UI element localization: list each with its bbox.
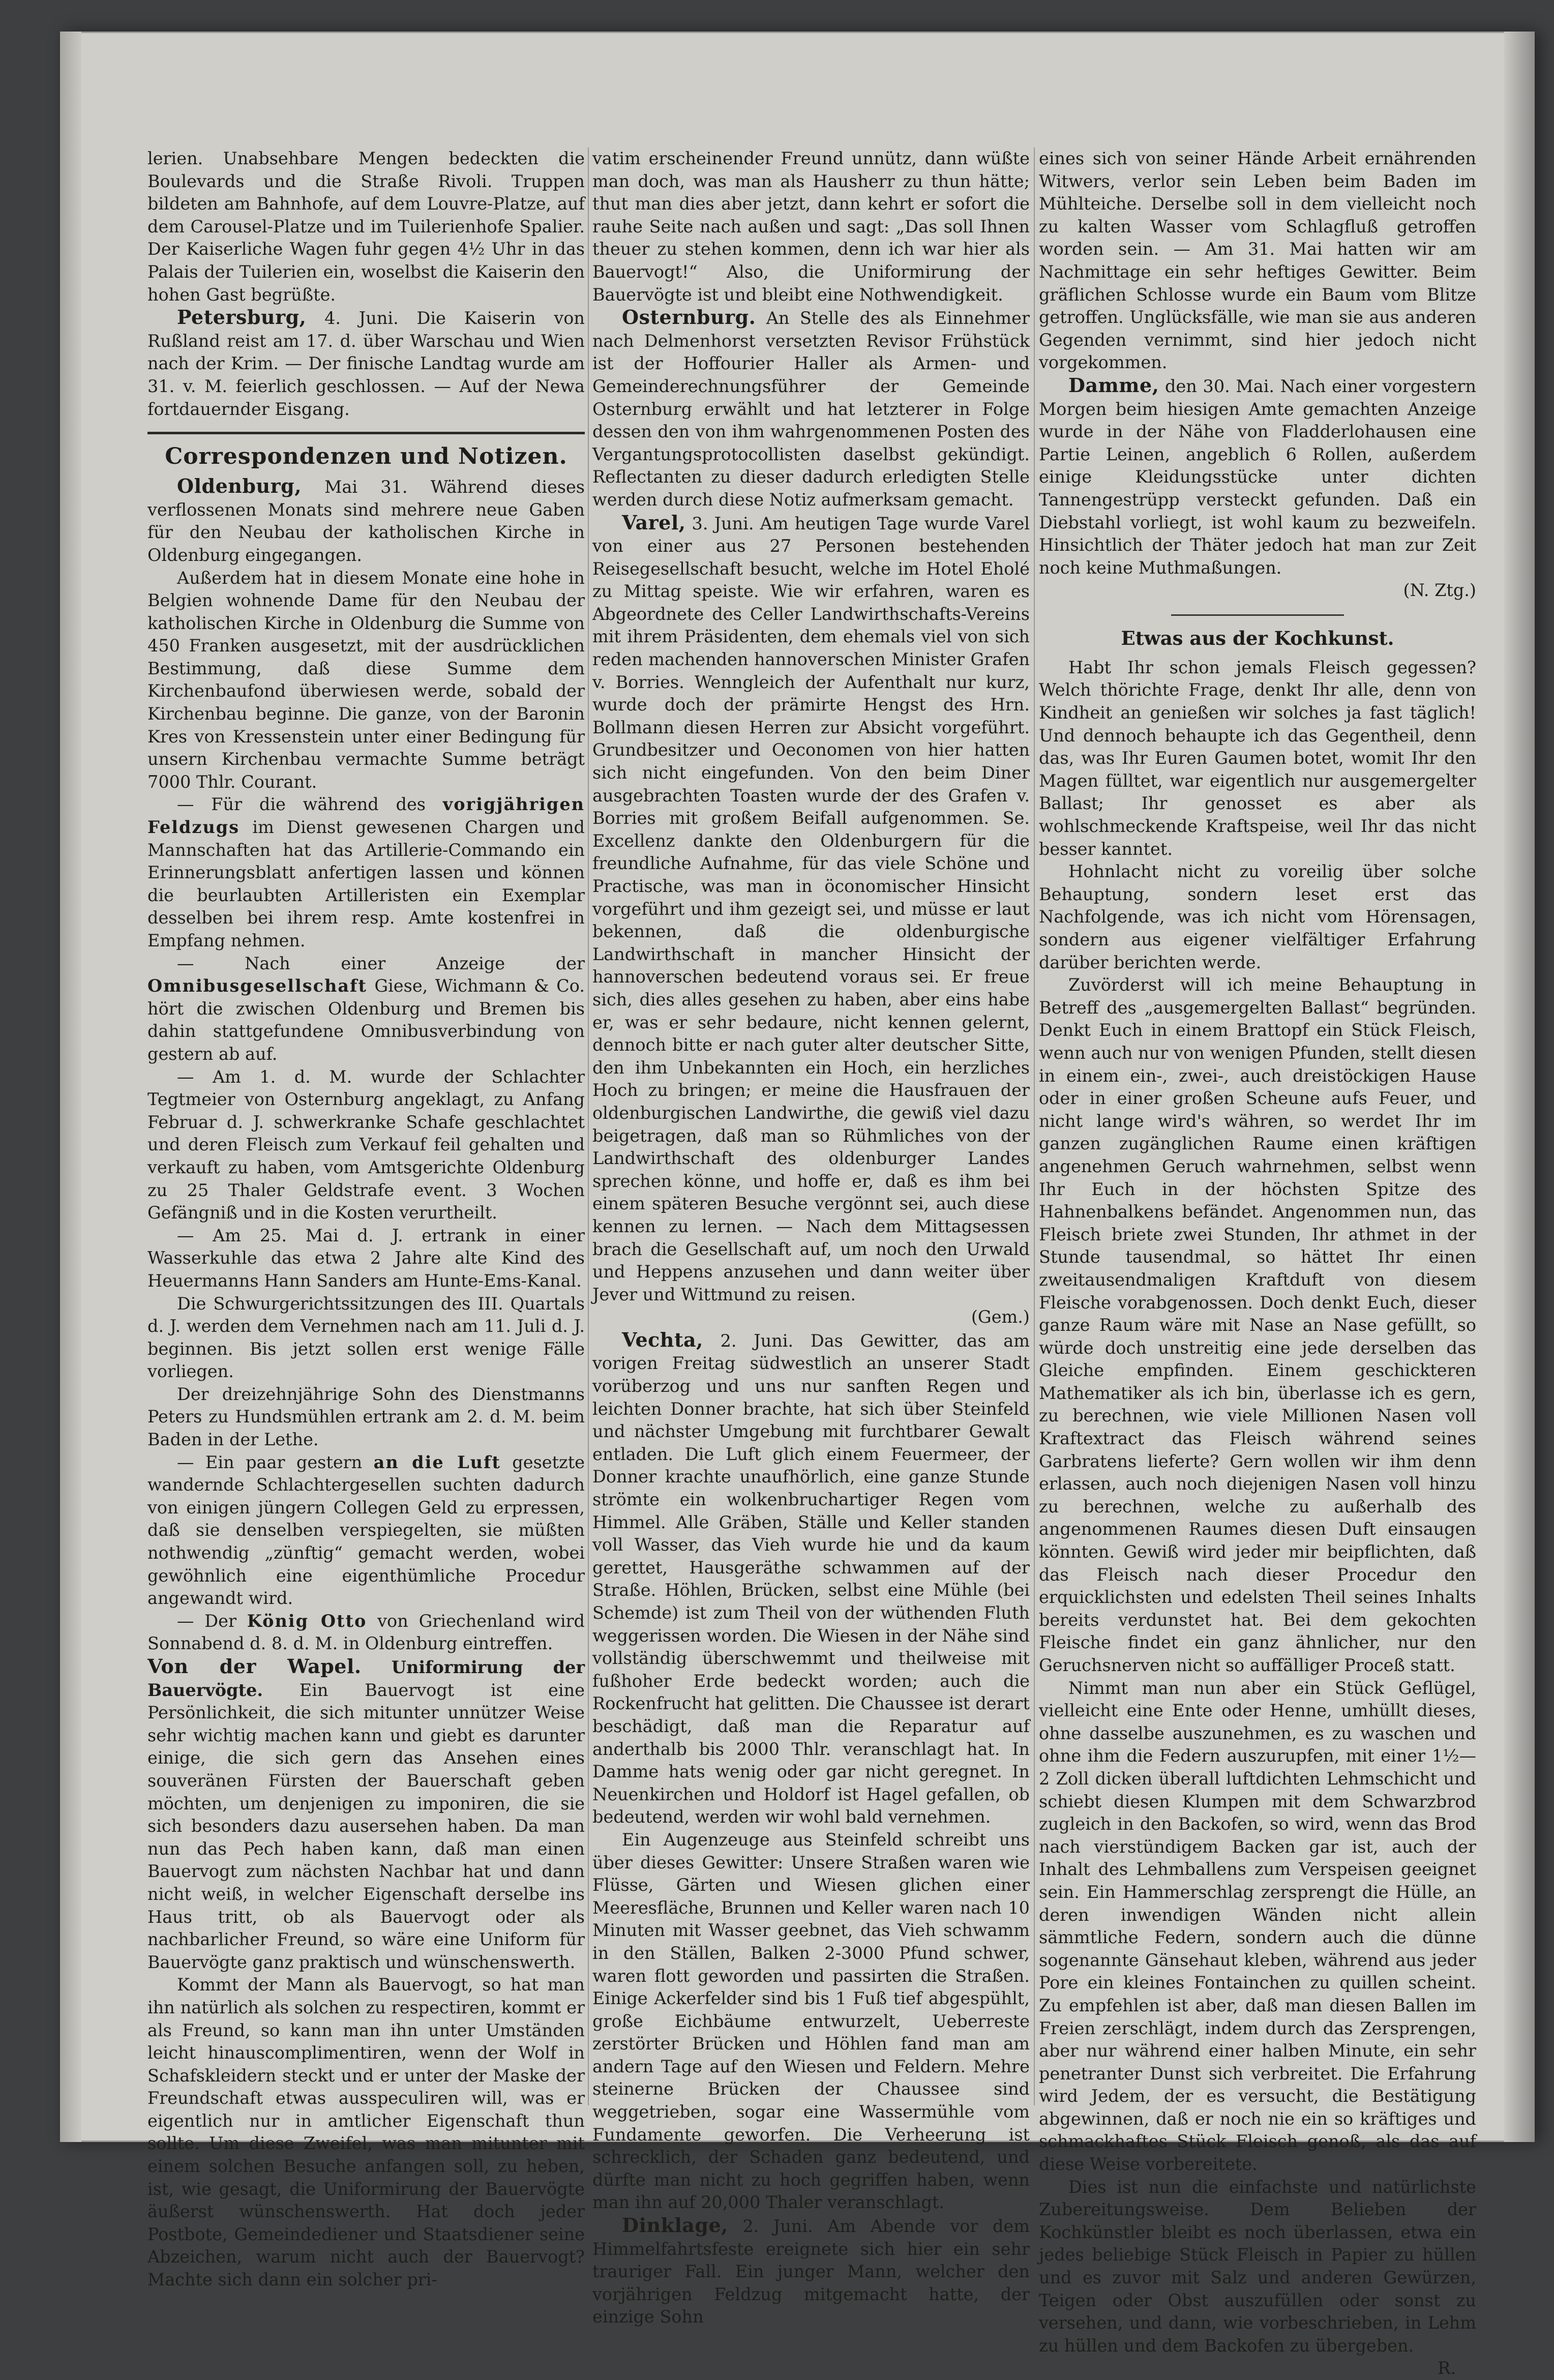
newspaper-page: [60, 32, 1535, 2378]
paragraph: [592, 1329, 1030, 1829]
paragraph-text: 3. Juni. Am heutigen Tage wurde Varel von einer aus 27 Personen bestehenden Reisegesellschaft besucht, welche im Hotel Eholé zu Mittag speiste. Wie wir erfahren, waren es Abgeordnete des Celler Landwirthschafts-Vereins mit ihrem Präsidenten, dem ehemals viel von sich reden machenden hannoverschen Minister Grafen v. Borries. Wenngleich der Aufenthalt nur kurz, wurde doch der prämirte Hengst des Hrn. Bollmann diesen Herren zur Absicht vorgeführt. Grundbesitzer und Oeconomen von hier hatten sich nicht eingefunden. Von den beim Diner ausgebrachten Toasten wurde der des Grafen v. Borries mit großem Beifall aufgenommen. Se. Excellenz dankte den Oldenburgern für die freundliche Aufnahme, für das viele Schöne und Practische, was man in öconomischer Hinsicht vorgeführt und ihm gezeigt sei, und müsse er laut bekennen, daß die oldenburgische Landwirthschaft in mancher Hinsicht der hannoverschen bedeutend voraus sei. Er freue sich, dies alles gesehen zu haben, aber eins habe er, was er sehr bedaure, nicht kennen gelernt, dennoch bitte er nach guter alter deutscher Sitte, den ihm Unbekannten ein Hoch, ein herzliches Hoch zu bringen; er meine die Hausfrauen der oldenburgischen Landwirthe, die gewiß viel dazu beigetragen, daß man so Rühmliches von der Landwirthschaft des oldenburger Landes sprechen könne, und hoffe er, daß es ihm bei einem späteren Besuche vergönnt sei, auch diese kennen zu lernen. — Nach dem Mittagsessen brach die Gesellschaft auf, um noch den Urwald und Heppens anzusehen und dann weiter über Jever und Wittmund zu reisen.: [592, 513, 1030, 1304]
source-note: (Gem.): [971, 1307, 1030, 1327]
dateline-place: Vechta,: [622, 1328, 703, 1351]
emphasis: vorigjährigen Feldzugs: [147, 794, 585, 838]
paragraph: — Am 25. Mai d. J. ertrank in einer Wasserkuhle das etwa 2 Jahre alte Kind des Heuermanns Hann Sanders am Hunte-Ems-Kanal.: [147, 1225, 585, 1291]
paragraph: vatim erscheinender Freund unnütz, dann wüßte man doch, was man als Hausherr zu thun hätte; thut man dies aber jetzt, dann kehrt er sofort die rauhe Seite nach außen und sagt: „Das soll Ihnen theuer zu stehen kommen, denn ich war hier als Bauervogt!“ Also, die Uniformirung der Bauervögte ist und bleibt eine Nothwendigkeit.: [592, 148, 1030, 305]
dateline-place: Petersburg,: [177, 306, 307, 329]
paragraph: Hohnlacht nicht zu voreilig über solche Behauptung, sondern leset erst das Nachfolgende, was ich nicht vom Hörensagen, sondern aus eigener vielfältiger Erfahrung darüber berichten werde.: [1039, 861, 1476, 972]
paragraph: [592, 512, 1030, 1306]
paragraph: [147, 953, 585, 1066]
emphasis: an die Luft: [373, 1452, 501, 1472]
dateline-place: Oldenburg,: [177, 474, 302, 498]
paragraph: eines sich von seiner Hände Arbeit ernährenden Witwers, verlor sein Leben beim Baden im Mühlteiche. Derselbe soll in dem vielleicht noch zu kalten Wasser vom Schlagfluß getroffen worden sein. — Am 31. Mai hatten wir am Nachmittage ein sehr heftiges Gewitter. Beim gräflichen Schlosse wurde ein Baum vom Blitze getroffen. Unglücksfälle, wie man sie aus anderen Gegenden vernimmt, sind hier jedoch nicht vorgekommen.: [1039, 148, 1476, 373]
article-divider: [1171, 614, 1344, 616]
paragraph: [147, 1655, 585, 1974]
page-right-edge: [1504, 32, 1535, 2142]
paragraph: [1039, 374, 1476, 579]
paragraph: Dies ist nun die einfachste und natürlichste Zubereitungsweise. Dem Belieben der Kochkünstler bleibt es noch überlassen, etwa ein jedes beliebige Stück Fleisch in Papier zu hüllen und es zuvor mit Salz und anderen Gewürzen, Teigen oder Obst auszufüllen oder sonst zu versehen, und dann, wie vorbeschrieben, in Lehm zu hüllen und dem Backofen zu übergeben.: [1039, 2177, 1476, 2356]
source-note: (N. Ztg.): [1403, 580, 1476, 601]
paragraph-text: gesetzte wandernde Schlachtergesellen suchten dadurch von einigen jüngern Collegen Geld zu erpressen, daß sie denselben verspiegelten, sie müßten nothwendig „zünftig“ gemacht werden, wobei gewöhnlich eine eigenthümliche Procedur angewandt wird.: [147, 1452, 585, 1609]
column-3: [1039, 147, 1476, 2378]
paragraph: — Am 1. d. M. wurde der Schlachter Tegtmeier von Osternburg angeklagt, zu Anfang Februar d. J. schwerkranke Schafe geschlachtet und deren Fleisch zum Verkauf feil gehalten und verkauft zu haben, vom Amtsgerichte Oldenburg zu 25 Thaler Geldstrafe event. 3 Wochen Gefängniß und in die Kosten verurtheilt.: [147, 1066, 585, 1223]
paragraph: [147, 1610, 585, 1655]
paragraph: Außerdem hat in diesem Monate eine hohe in Belgien wohnende Dame für den Neubau der katholischen Kirche in Oldenburg die Summe von 450 Franken ausgesetzt, mit der ausdrücklichen Bestimmung, daß diese Summe dem Kirchenbaufond überwiesen werde, sobald der Kirchenbau beginne. Die ganze, von der Baronin Kres von Kressenstein unter einer Bedingung für unsern Kirchenbau vermachte Summe beträgt 7000 Thlr. Courant.: [147, 568, 585, 792]
column-divider: [1034, 147, 1035, 2105]
paragraph-text: 2. Juni. Das Gewitter, das am vorigen Freitag südwestlich an unserer Stadt vorüberzog und uns nur sanften Regen und leichten Donner brachte, hat sich über Steinfeld und nächster Umgebung mit furchtbarer Gewalt entladen. Die Luft glich einem Feuermeer, der Donner krachte unaufhörlich, eine ganze Stunde strömte ein wolkenbruchartiger Regen vom Himmel. Alle Gräben, Ställe und Keller standen voll Wasser, das Vieh wurde hie und da kaum gerettet, Hausgeräthe schwammen auf der Straße. Höhlen, Brücken, selbst eine Mühle (bei Schemde) ist zum Theil von der wüthenden Fluth weggerissen worden. Die Wiesen in der Nähe sind vollständig überschwemmt und theilweise mit fußhoher Erde bedeckt worden; auch die Rockenfrucht hat gelitten. Die Chaussee ist derart beschädigt, daß man die Reparatur auf anderthalb bis 2000 Thlr. veranschlagt hat. In Damme hats wenig oder gar nicht geregnet. In Neuenkirchen und Holdorf ist Hagel gefallen, ob bedeutend, werden wir wohl bald vernehmen.: [592, 1330, 1030, 1827]
paragraph-text: Ein Bauervogt ist eine Persönlichkeit, die sich mitunter unnützer Weise sehr wichtig machen kann und giebt es darunter einige, die sich gern das Ansehen eines souveränen Fürsten der Bauerschaft geben möchten, um denjenigen zu imponiren, die sie sich besonders dazu ausersehen haben. Da man nun das Pech haben kann, daß man einen Bauervogt zum nächsten Nachbar hat und dann nicht weiß, in welcher Eigenschaft derselbe ins Haus tritt, ob als Bauervogt oder als nachbarlicher Freund, so wäre eine Uniform für Bauervögte ganz praktisch und wünschenswerth.: [147, 1680, 585, 1972]
paragraph-text: 2. Juni. Am Abende vor dem Himmelfahrtsfeste ereignete sich hier ein sehr trauriger Fall. Ein junger Mann, welcher den vorjährigen Feldzug mitgemacht hatte, der einzige Sohn: [592, 2216, 1030, 2327]
paragraph: Ein Augenzeuge aus Steinfeld schreibt uns über dieses Gewitter: Unsere Straßen waren wie Flüsse, Gärten und Wiesen glichen einer Meeresfläche, Brunnen und Keller waren nach 10 Minuten mit Wasser geebnet, das Vieh schwamm in den Ställen, Balken 2-3000 Pfund schwer, waren flott geworden und passirten die Straßen. Einige Ackerfelder sind bis 1 Fuß tief abgespühlt, große Eichbäume entwurzelt, Ueberreste zerstörter Brücken und Höhlen fand man am andern Tage auf den Wiesen und Feldern. Mehre steinerne Brücken der Chaussee sind weggetrieben, sogar eine Wassermühle vom Fundamente geworfen. Die Verheerung ist schrecklich, der Schaden ganz bedeutend, und dürfte man nicht zu hoch gegriffen haben, wenn man ihn auf 20,000 Thaler veranschlagt.: [592, 1829, 1030, 2213]
emphasis: König Otto: [247, 1611, 367, 1631]
paragraph: [592, 306, 1030, 511]
paragraph: Die Schwurgerichtssitzungen des III. Quartals d. J. werden dem Vernehmen nach am 11. Juli d. J. beginnen. Bis jetzt sollen erst wenige Fälle vorliegen.: [147, 1293, 585, 1382]
dateline-place: Osternburg.: [622, 306, 756, 329]
article-headline: Uniformirung der Bauervögte.: [147, 1657, 585, 1700]
signature: R.: [1438, 2358, 1456, 2378]
paragraph-text: — Für die während des: [177, 794, 443, 815]
paragraph: [592, 2214, 1030, 2329]
column-1: [147, 147, 585, 2290]
paragraph-text: An Stelle des als Einnehmer nach Delmenhorst versetzten Revisor Frühstück ist der Hoffourier Haller als Armen- und Gemeinderechnungsführer der Gemeinde Osternburg erwählt und hat letzterer in Folge dessen den von ihm wahrgenommenen Posten des Vergantungsprotocollisten daselbst gekündigt. Reflectanten zu dieser dadurch erledigten Stelle werden durch diese Notiz aufmerksam gemacht.: [592, 308, 1030, 510]
page-left-edge: [60, 32, 81, 2142]
dateline-place: Dinklage,: [622, 2214, 728, 2237]
dateline-place: Damme,: [1068, 373, 1159, 397]
paragraph: lerien. Unabsehbare Mengen bedeckten die Boulevards und die Straße Rivoli. Truppen bildeten am Bahnhofe, auf dem Louvre-Platze, auf dem Carousel-Platze und im Tuilerienhofe Spalier. Der Kaiserliche Wagen fuhr gegen 4½ Uhr in das Palais der Tuilerien ein, woselbst die Kaiserin den hohen Gast begrüßte.: [147, 148, 585, 305]
paragraph-text: den 30. Mai. Nach einer vorgestern Morgen beim hiesigen Amte gemachten Anzeige wurde in der Nähe von Fladderlohausen eine Partie Leinen, angeblich 6 Rollen, außerdem einige Kleidungsstücke unter dichten Tannengestrüpp versteckt gefunden. Daß ein Diebstahl vorliegt, ist wohl kaum zu bezweifeln. Hinsichtlich der Thäter jedoch hat man zur Zeit noch keine Muthmaßungen.: [1039, 376, 1476, 578]
paragraph: [147, 475, 585, 567]
paragraph: Zuvörderst will ich meine Behauptung in Betreff des „ausgemergelten Ballast“ begründen. Denkt Euch in einem Brattopf ein Stück Fleisch, wenn auch nur von wenigen Pfunden, stellt diesen in einem ein-, zwei-, auch dreistöckigen Hause oder in einer großen Scheune aufs Feuer, und nicht lange wird's währen, so werdet Ihr im ganzen zugänglichen Raume einen kräftigen angenehmen Geruch wahrnehmen, selbst wenn Ihr Euch in der höchsten Spitze des Hahnenbalkens befändet. Angenommen nun, das Fleisch briete zwei Stunden, Ihr athmet in der Stunde tausendmal, so hättet Ihr einen zweitausendmaligen Kraftduft von diesem Fleische vorabgenossen. Doch denkt Euch, dieser ganze Raum wäre mit Nase an Nase gefüllt, so würde doch unstreitig eine jede derselben das Gleiche empfinden. Einem geschickteren Mathematiker als ich bin, überlasse ich es gern, zu berechnen, wie viele Millionen Nasen voll Kraftextract das Fleisch während seines Garbratens lieferte? Gern wollen wir ihm denn erlassen, auch noch diejenigen Nasen voll hinzu zu berechnen, welche zu außerhalb des angenommenen Raumes diesen Duft einsaugen könnten. Gewiß wird jeder mir beipflichten, daß das Fleisch nach dieser Procedur den erquicklichsten und edelsten Theil seines Inhalts bereits verdunstet hat. Bei dem gekochten Fleische findet ein ganz ähnlicher, nur den Geruchsnerven nicht so auffälliger Proceß statt.: [1039, 975, 1476, 1675]
paragraph: Der dreizehnjährige Sohn des Dienstmanns Peters zu Hundsmühlen ertrank am 2. d. M. beim Baden in der Lethe.: [147, 1384, 585, 1450]
paragraph: [147, 306, 585, 421]
paragraph-text: — Ein paar gestern: [177, 1452, 374, 1472]
paragraph: [147, 793, 585, 952]
paragraph-text: Giese, Wichmann & Co. hört die zwischen Oldenburg und Bremen bis dahin stattgefundene Omnibusverbindung von gestern ab auf.: [147, 976, 585, 1064]
dateline-place: Varel,: [622, 511, 686, 534]
paragraph-text: 4. Juni. Die Kaiserin von Rußland reist am 17. d. über Warschau und Wien nach der Krim. — Der finische Landtag wurde am 31. v. M. feierlich geschlossen. — Auf der Newa fortdauernder Eisgang.: [147, 308, 585, 419]
section-divider: [147, 432, 585, 434]
paragraph: Habt Ihr schon jemals Fleisch gegessen? Welch thörichte Frage, denkt Ihr alle, denn von Kindheit an genießen wir solches ja fast täglich! Und dennoch behaupte ich das Gegentheil, denn das, was Ihr Euren Gaumen botet, womit Ihr den Magen fülltet, war eigentlich nur ausgemergelter Ballast; Ihr genosset es aber als wohlschmeckende Kraftspeise, weil Ihr das nicht besser kanntet.: [1039, 657, 1476, 859]
paragraph-text: von Griechenland wird Sonnabend d. 8. d. M. in Oldenburg eintreffen.: [147, 1611, 585, 1654]
paragraph-text: — Der: [177, 1611, 247, 1631]
paragraph-text: Mai 31. Während dieses verflossenen Monats sind mehrere neue Gaben für den Neubau der katholischen Kirche in Oldenburg eingegangen.: [147, 477, 585, 565]
paragraph-text: im Dienst gewesenen Chargen und Mannschaften hat das Artillerie-Commando ein Erinnerungsblatt anfertigen lassen und können die beurlaubten Artilleristen ein Exemplar desselben bei ihrem resp. Amte kostenfrei in Empfang nehmen.: [147, 817, 585, 950]
column-2: [592, 147, 1030, 2327]
paragraph: Nimmt man nun aber ein Stück Geflügel, vielleicht eine Ente oder Henne, umhüllt dieses, ohne dasselbe auszunehmen, es zu waschen und ohne ihm die Federn auszurupfen, mit einer 1½—2 Zoll dicken überall luftdichten Lehmschicht und schiebt diesen Klumpen mit dem Schwarzbrod zugleich in den Backofen, so wird, wenn das Brod nach vierstündigem Backen gar ist, auch der Inhalt des Lehmballens zum Verspeisen geeignet sein. Ein Hammerschlag zersprengt die Hülle, an deren inwendigen Wänden nicht allein sämmtliche Federn, sondern auch die dünne sogenannte Gänsehaut kleben, während aus jeder Pore ein kleines Fontainchen zu quillen scheint. Zu empfehlen ist aber, daß man diesen Ballen im Freien zerschlägt, indem durch das Zersprengen, aber nur während einer halben Minute, ein sehr penetranter Dunst sich verbreitet. Die Erfahrung wird Jedem, der es versucht, die Bestätigung abgewinnen, daß er noch nie ein so kräftiges und schmackhaftes Stück Fleisch genoß, als das auf diese Weise vorbereitete.: [1039, 1678, 1476, 2175]
paragraph-text: — Nach einer Anzeige der: [177, 953, 585, 973]
section-title: Correspondenzen und Notizen.: [165, 443, 567, 470]
paragraph: [147, 1451, 585, 1610]
dateline-place: Von der Wapel.: [147, 1655, 362, 1678]
column-divider: [588, 147, 589, 2105]
article-title: Etwas aus der Kochkunst.: [1121, 627, 1394, 649]
emphasis: Omnibusgesellschaft: [147, 976, 367, 996]
paragraph: Kommt der Mann als Bauervogt, so hat man ihn natürlich als solchen zu respectiren, kommt er als Freund, so kann man ihn unter Umständen leicht hinauscomplimentiren, wenn der Wolf in Schafskleidern steckt und er unter der Maske der Freundschaft etwas ausspeculiren will, was er eigentlich nur in amtlicher Eigenschaft thun sollte. Um diese Zweifel, was man mitunter mit einem solchen Besuche anfangen soll, zu heben, ist, wie gesagt, die Uniformirung der Bauervögte äußerst wünschenswerth. Hat doch jeder Postbote, Gemeindediener und Staatsdiener seine Abzeichen, warum nicht auch der Bauervogt? Machte sich dann ein solcher pri-: [147, 1975, 585, 2290]
